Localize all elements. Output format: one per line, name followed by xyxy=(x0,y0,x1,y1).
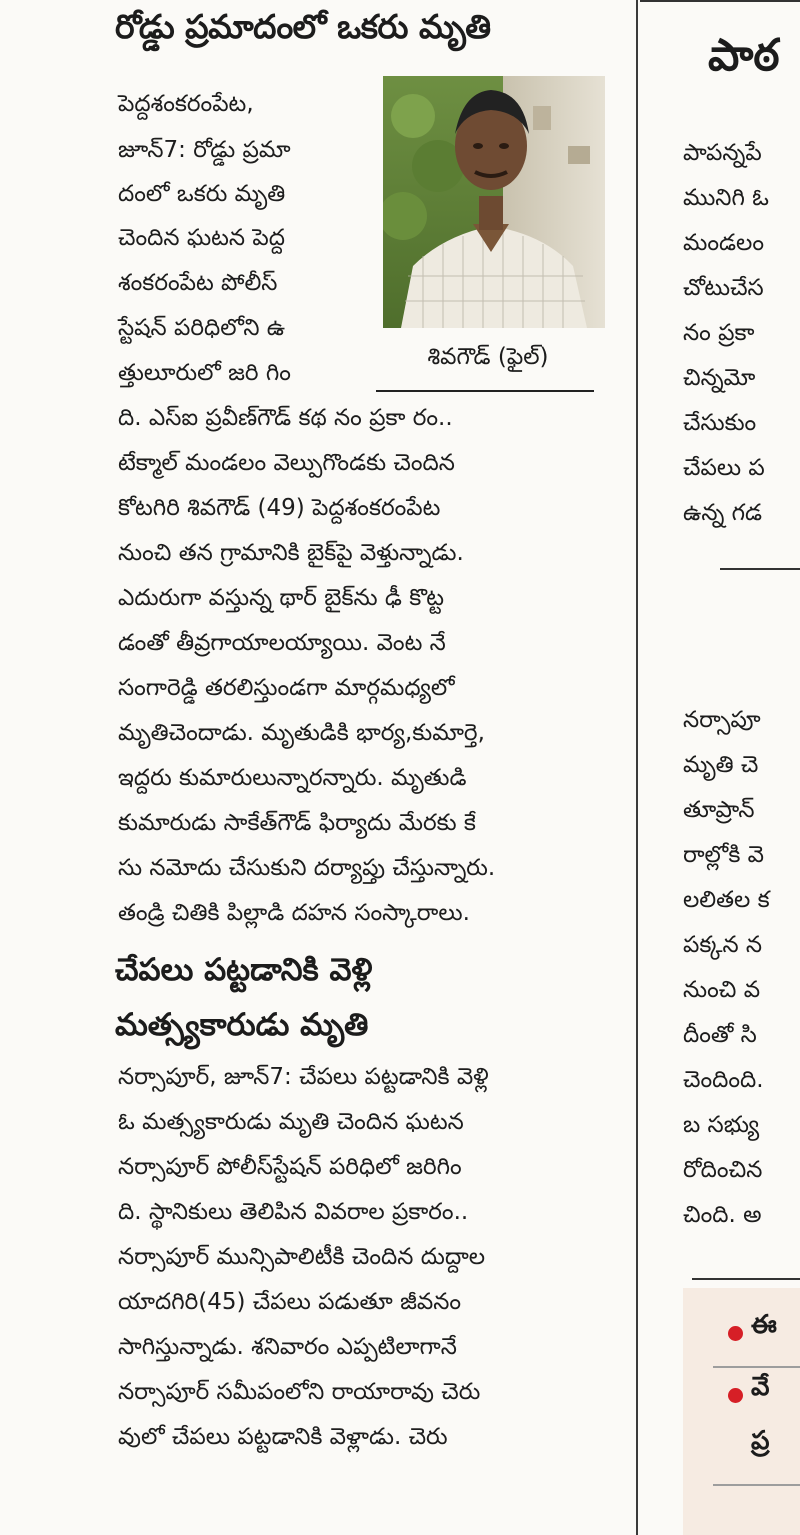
right-section-rule xyxy=(692,1278,800,1280)
article1-line: ఎదురుగా వస్తున్న థార్ బైక్‌ను ఢీ కొట్ట xyxy=(118,585,445,611)
right-column xyxy=(640,0,800,1535)
article2-line: నర్సాపూర్ సమీపంలోని రాయారావు చెరు xyxy=(118,1379,481,1405)
bullet-divider xyxy=(713,1366,800,1368)
bullet-dot xyxy=(728,1388,743,1403)
article1-line: త్తులూరులో జరి గిం xyxy=(118,360,291,386)
right-line: తూప్రాన్ xyxy=(683,797,755,823)
right-line: చెందింది. xyxy=(683,1067,764,1093)
bullet-item: ప్ర xyxy=(751,1426,770,1456)
bullet-divider xyxy=(713,1484,800,1486)
right-line: చింది. అ xyxy=(683,1202,762,1228)
article2-line: నర్సాపూర్ మున్సిపాలిటీకి చెందిన దుద్దాల xyxy=(118,1244,486,1270)
article1-headline: రోడ్డు ప్రమాదంలో ఒకరు మృతి xyxy=(115,7,491,46)
article1-photo xyxy=(383,76,605,328)
right-line: మునిగి ఓ xyxy=(683,185,769,211)
article1-line: ది. ఎస్ఐ ప్రవీణ్‌గౌడ్ కథ నం ప్రకా రం.. xyxy=(118,405,453,431)
article1-line: పెద్దశంకరంపేట, xyxy=(118,91,254,117)
article1-line: చెందిన ఘటన పెద్ద xyxy=(118,225,285,251)
column-divider xyxy=(636,0,638,1535)
article1-line: సు నమోదు చేసుకుని దర్యాప్తు చేస్తున్నారు. xyxy=(118,855,496,881)
article1-line: దంలో ఒకరు మృతి xyxy=(118,181,286,207)
bullet-box xyxy=(683,1288,800,1535)
right-line: మండలం xyxy=(683,230,764,256)
article1-line: సంగారెడ్డి తరలిస్తుండగా మార్గమధ్యలో xyxy=(118,675,455,701)
article2-line: ది. స్థానికులు తెలిపిన వివరాల ప్రకారం.. xyxy=(118,1199,469,1225)
article1-line: శంకరంపేట పోలీస్ xyxy=(118,270,278,296)
article1-line: ఇద్దరు కుమారులున్నారన్నారు. మృతుడి xyxy=(118,765,467,791)
right-top-rule xyxy=(640,0,800,2)
right-line: నుంచి వ xyxy=(683,977,761,1003)
article2-headline-line-2: మత్స్యకారుడు మృతి xyxy=(115,1007,369,1043)
article2-line: ఓ మత్స్యకారుడు మృతి చెందిన ఘటన xyxy=(118,1109,464,1135)
right-line: చోటుచేస xyxy=(683,275,764,301)
right-line: చేసుకుం xyxy=(683,410,757,436)
article2-line: యాదగిరి(45) చేపలు పడుతూ జీవనం xyxy=(118,1289,462,1315)
right-line: మృతి చె xyxy=(683,752,759,778)
right-line: చేపలు ప xyxy=(683,455,765,481)
right-headline: పాఠ xyxy=(708,30,780,81)
bullet-item: వే xyxy=(751,1372,770,1402)
article1-line: నుంచి తన గ్రామానికి బైక్‌పై వెళ్తున్నాడు. xyxy=(118,540,464,566)
article1-line: మృతిచెందాడు. మృతుడికి భార్య,కుమార్తె, xyxy=(118,720,485,746)
photo-caption: శివగౌడ్ (ఫైల్) xyxy=(427,344,549,370)
right-line: ఉన్న గడ xyxy=(683,500,763,526)
right-line: రాల్లోకి వె xyxy=(683,842,765,868)
bullet-item: ఈ xyxy=(751,1310,777,1340)
caption-divider xyxy=(376,390,594,392)
right-line: చిన్నమో xyxy=(683,365,756,391)
article1-line: జూన్7: రోడ్డు ప్రమా xyxy=(118,137,291,163)
article2-line: నర్సాపూర్ పోలీస్‌స్టేషన్ పరిధిలో జరిగిం xyxy=(118,1154,462,1180)
right-line: దీంతో సి xyxy=(683,1022,757,1048)
article1-line: కుమారుడు సాకేత్‌గౌడ్ ఫిర్యాదు మేరకు కే xyxy=(118,810,476,836)
article1-line: తండ్రి చితికి పిల్లాడి దహన సంస్కారాలు. xyxy=(118,900,470,926)
right-line: నం ప్రకా xyxy=(683,320,755,346)
article1-line: టేక్మాల్ మండలం వెల్పుగొండకు చెందిన xyxy=(118,450,455,476)
right-line: లలితల క xyxy=(683,887,770,913)
right-line: రోదించిన xyxy=(683,1157,763,1183)
article1-line: డంతో తీవ్రగాయాలయ్యాయి. వెంట నే xyxy=(118,630,446,656)
bullet-dot xyxy=(728,1326,743,1341)
right-section-rule xyxy=(720,568,800,570)
right-line: పాపన్నపే xyxy=(683,140,762,166)
article1-line: స్టేషన్ పరిధిలోని ఉ xyxy=(118,315,286,341)
article2-headline-line-1: చేపలు పట్టడానికి వెళ్లి xyxy=(115,952,373,988)
article1-line: కోటగిరి శివగౌడ్ (49) పెద్దశంకరంపేట xyxy=(118,495,441,521)
right-line: బ సభ్యు xyxy=(683,1112,760,1138)
right-line: నర్సాపూ xyxy=(683,707,761,733)
right-line: పక్కన న xyxy=(683,932,763,958)
article2-line: వులో చేపలు పట్టడానికి వెళ్లాడు. చెరు xyxy=(118,1424,448,1450)
article2-line: సాగిస్తున్నాడు. శనివారం ఎప్పటిలాగానే xyxy=(118,1334,457,1360)
article2-line: నర్సాపూర్, జూన్7: చేపలు పట్టడానికి వెళ్లి xyxy=(118,1064,489,1090)
